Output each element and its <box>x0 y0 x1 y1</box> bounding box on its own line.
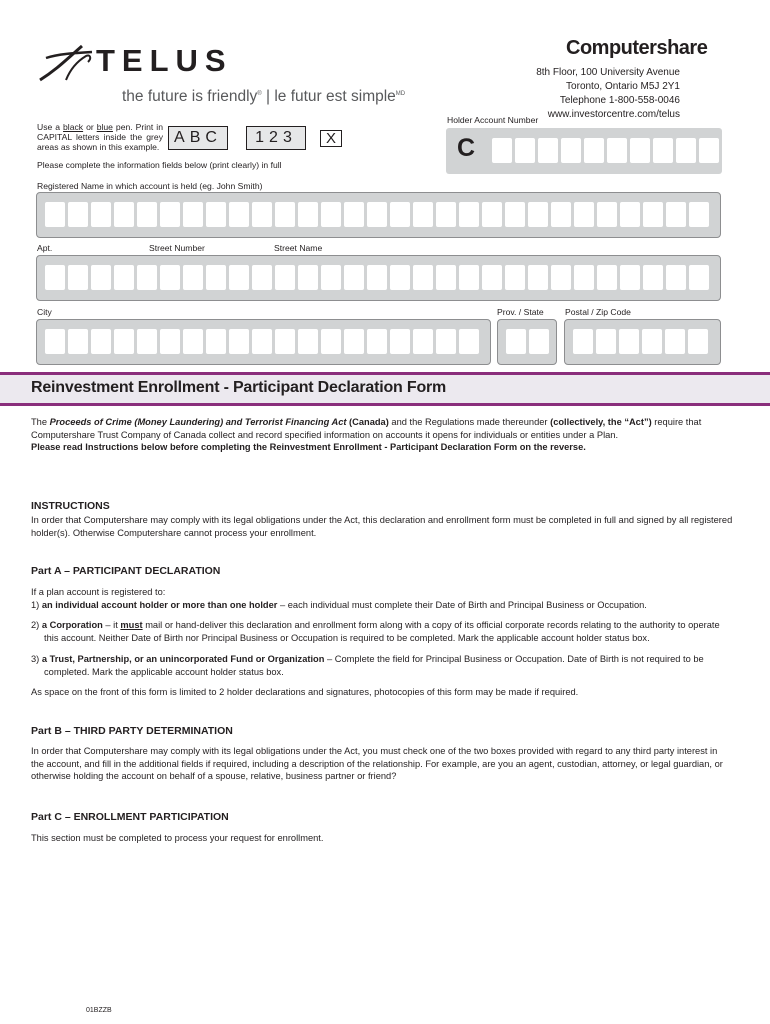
input-cell[interactable] <box>252 329 272 354</box>
city-cells <box>45 329 479 354</box>
address-line: www.investorcentre.com/telus <box>547 109 680 120</box>
postal-field[interactable] <box>564 319 721 365</box>
input-cell[interactable] <box>619 329 639 354</box>
input-cell[interactable] <box>114 202 134 227</box>
input-cell[interactable] <box>114 329 134 354</box>
tagline-separator: | <box>261 88 275 105</box>
intro-text: require that Computershare Trust Company of Canada collect and record specified information on accounts it opens for individuals or entities under a Plan. <box>31 417 702 440</box>
input-cell[interactable] <box>298 202 318 227</box>
holder-account-prefix: C <box>457 134 476 162</box>
input-cell[interactable] <box>699 138 719 163</box>
input-cell[interactable] <box>459 202 479 227</box>
input-cell[interactable] <box>561 138 581 163</box>
prov-label: Prov. / State <box>497 307 544 317</box>
input-cell[interactable] <box>620 202 640 227</box>
input-cell[interactable] <box>160 202 180 227</box>
input-cell[interactable] <box>45 265 65 290</box>
input-cell[interactable] <box>206 202 226 227</box>
input-cell[interactable] <box>367 329 387 354</box>
input-cell[interactable] <box>584 138 604 163</box>
input-cell[interactable] <box>183 329 203 354</box>
input-cell[interactable] <box>298 265 318 290</box>
item-text: mail or hand-deliver this declaration and enrollment form along with a copy of its official corporate records relating to the authority to operate this account. Neither Date of Birth nor Principal Business or Occupation is required to be completed. Mark the applicable account holder status box. <box>44 620 720 643</box>
address-field[interactable] <box>36 255 721 301</box>
input-cell[interactable] <box>597 265 617 290</box>
input-cell[interactable] <box>68 265 88 290</box>
input-cell[interactable] <box>229 265 249 290</box>
input-cell[interactable] <box>538 138 558 163</box>
intro-collectively: (collectively, the “Act”) <box>550 417 652 427</box>
holder-account-label: Holder Account Number <box>447 115 539 125</box>
input-cell[interactable] <box>321 202 341 227</box>
input-cell[interactable] <box>413 329 433 354</box>
part-a-item-3 <box>31 653 731 678</box>
input-cell[interactable] <box>137 265 157 290</box>
input-cell[interactable] <box>688 329 708 354</box>
input-cell[interactable] <box>344 202 364 227</box>
registered-name-cells <box>45 202 709 227</box>
input-cell[interactable] <box>665 329 685 354</box>
input-cell[interactable] <box>344 329 364 354</box>
input-cell[interactable] <box>367 265 387 290</box>
input-cell[interactable] <box>275 265 295 290</box>
item-number: 3) <box>31 654 42 664</box>
input-cell[interactable] <box>492 138 512 163</box>
sample-letters-box: ABC <box>168 126 228 150</box>
part-a-heading: Part A – PARTICIPANT DECLARATION <box>31 565 221 577</box>
input-cell[interactable] <box>91 265 111 290</box>
part-a-item-1 <box>31 599 731 612</box>
pen-instr-blue: blue <box>96 122 113 132</box>
sample-numbers-box: 123 <box>246 126 306 150</box>
address-cells <box>45 265 709 290</box>
form-code: 01BZZB <box>86 1007 112 1014</box>
input-cell[interactable] <box>413 265 433 290</box>
input-cell[interactable] <box>390 329 410 354</box>
input-cell[interactable] <box>367 202 387 227</box>
item-number: 1) <box>31 600 42 610</box>
part-b-text: In order that Computershare may comply with its legal obligations under the Act, you must check one of the two boxes provided with regard to any third party interest in the account, and fill in the additional fields if required, including a description of the relationship. For example, are you an agent, custodian, attorney, or legal guardian, or otherwise holding the account on behalf of a spouse, relative, business partner or friend? <box>31 746 723 782</box>
input-cell[interactable] <box>653 138 673 163</box>
input-cell[interactable] <box>390 202 410 227</box>
postal-cells <box>573 329 708 354</box>
complete-note: Please complete the information fields below (print clearly) in full <box>37 160 282 170</box>
pen-instr-or: or <box>83 122 97 132</box>
input-cell[interactable] <box>413 202 433 227</box>
input-cell[interactable] <box>45 329 65 354</box>
input-cell[interactable] <box>160 265 180 290</box>
input-cell[interactable] <box>344 265 364 290</box>
holder-account-field[interactable] <box>446 128 722 174</box>
postal-label: Postal / Zip Code <box>565 307 631 317</box>
input-cell[interactable] <box>206 265 226 290</box>
intro-read-instructions: Please read Instructions below before completing the Reinvestment Enrollment - Participant Declaration Form on the reverse. <box>31 442 586 453</box>
form-title: Reinvestment Enrollment - Participant Declaration Form <box>31 379 447 396</box>
pen-instr-prefix: Use a <box>37 122 64 132</box>
part-c-heading: Part C – ENROLLMENT PARTICIPATION <box>31 811 229 823</box>
tagline <box>122 88 405 106</box>
input-cell[interactable] <box>137 202 157 227</box>
input-cell[interactable] <box>321 265 341 290</box>
input-cell[interactable] <box>689 265 709 290</box>
input-cell[interactable] <box>528 265 548 290</box>
input-cell[interactable] <box>68 329 88 354</box>
input-cell[interactable] <box>436 329 456 354</box>
sample-checkbox-mark: X <box>320 130 342 147</box>
input-cell[interactable] <box>551 265 571 290</box>
input-cell[interactable] <box>114 265 134 290</box>
input-cell[interactable] <box>229 329 249 354</box>
computershare-address <box>536 66 680 122</box>
intro-text: The <box>31 417 50 427</box>
address-line: 8th Floor, 100 University Avenue <box>536 67 680 78</box>
input-cell[interactable] <box>183 265 203 290</box>
input-cell[interactable] <box>298 329 318 354</box>
input-cell[interactable] <box>206 329 226 354</box>
item-number: 2) <box>31 620 42 630</box>
input-cell[interactable] <box>68 202 88 227</box>
item-text: – each individual must complete their Date of Birth and Principal Business or Occupation. <box>277 600 647 610</box>
input-cell[interactable] <box>528 202 548 227</box>
input-cell[interactable] <box>551 202 571 227</box>
input-cell[interactable] <box>515 138 535 163</box>
input-cell[interactable] <box>436 265 456 290</box>
part-b-heading: Part B – THIRD PARTY DETERMINATION <box>31 725 233 737</box>
part-a-note: As space on the front of this form is limited to 2 holder declarations and signatures, photocopies of this form may be made if required. <box>31 687 579 697</box>
input-cell[interactable] <box>666 265 686 290</box>
registered-name-field[interactable] <box>36 192 721 238</box>
input-cell[interactable] <box>482 202 502 227</box>
tagline-mark-en: ® <box>257 90 262 97</box>
intro-act-name: Proceeds of Crime (Money Laundering) and Terrorist Financing Act <box>49 417 347 427</box>
input-cell[interactable] <box>91 202 111 227</box>
intro-paragraph <box>31 416 731 454</box>
prov-cells <box>506 329 549 354</box>
holder-account-cells <box>492 138 719 163</box>
input-cell[interactable] <box>643 265 663 290</box>
input-cell[interactable] <box>596 329 616 354</box>
input-cell[interactable] <box>666 202 686 227</box>
tagline-fr: le futur est simple <box>274 88 396 105</box>
input-cell[interactable] <box>252 265 272 290</box>
pen-instructions <box>37 122 163 152</box>
item-bold: a Corporation <box>41 620 103 630</box>
input-cell[interactable] <box>607 138 627 163</box>
input-cell[interactable] <box>229 202 249 227</box>
input-cell[interactable] <box>252 202 272 227</box>
part-a-item-2 <box>31 619 731 644</box>
city-field[interactable] <box>36 319 491 365</box>
input-cell[interactable] <box>160 329 180 354</box>
instructions-heading: INSTRUCTIONS <box>31 500 110 512</box>
input-cell[interactable] <box>91 329 111 354</box>
tagline-en: the future is friendly <box>122 88 258 105</box>
pen-instr-black: black <box>63 122 84 132</box>
item-bold: a Trust, Partnership, or an unincorporated Fund or Organization <box>41 654 325 664</box>
pen-instr-suffix: pen. Print in CAPITAL letters inside the grey areas as shown in this example. <box>37 122 163 152</box>
input-cell[interactable] <box>574 265 594 290</box>
input-cell[interactable] <box>436 202 456 227</box>
telus-wordmark: TELUS <box>96 43 233 78</box>
input-cell[interactable] <box>482 265 502 290</box>
registered-name-label: Registered Name in which account is held (eg. John Smith) <box>37 181 263 191</box>
input-cell[interactable] <box>390 265 410 290</box>
input-cell[interactable] <box>676 138 696 163</box>
instructions-text: In order that Computershare may comply with its legal obligations under the Act, this declaration and enrollment form must be completed in full and signed by all registered holder(s). Otherwise Computershare cannot process your enrollment. <box>31 515 733 538</box>
address-line: Toronto, Ontario M5J 2Y1 <box>566 81 680 92</box>
input-cell[interactable] <box>321 329 341 354</box>
item-text: – it <box>102 620 121 630</box>
input-cell[interactable] <box>620 265 640 290</box>
input-cell[interactable] <box>642 329 662 354</box>
street-number-label: Street Number <box>149 243 205 253</box>
city-label: City <box>37 307 52 317</box>
computershare-wordmark: Computershare <box>566 37 708 59</box>
input-cell[interactable] <box>459 265 479 290</box>
input-cell[interactable] <box>137 329 157 354</box>
telus-logo-stroke-3 <box>66 55 90 80</box>
input-cell[interactable] <box>183 202 203 227</box>
input-cell[interactable] <box>529 329 549 354</box>
part-c-text: This section must be completed to process your request for enrollment. <box>31 833 324 843</box>
input-cell[interactable] <box>689 202 709 227</box>
input-cell[interactable] <box>505 265 525 290</box>
prov-field[interactable] <box>497 319 557 365</box>
apt-label: Apt. <box>37 243 53 253</box>
input-cell[interactable] <box>459 329 479 354</box>
item-bold: an individual account holder or more than one holder <box>41 600 278 610</box>
input-cell[interactable] <box>573 329 593 354</box>
tagline-mark-fr: MD <box>395 90 406 97</box>
address-line: Telephone 1-800-558-0046 <box>559 95 680 106</box>
intro-text: and the Regulations made thereunder <box>388 417 551 427</box>
item-must: must <box>120 620 143 630</box>
input-cell[interactable] <box>275 329 295 354</box>
street-name-label: Street Name <box>274 243 323 253</box>
input-cell[interactable] <box>574 202 594 227</box>
input-cell[interactable] <box>643 202 663 227</box>
item-text: – Complete the field for Principal Business or Occupation. Date of Birth is not required to be completed. Mark the applicable account holder status box. <box>44 654 704 677</box>
intro-canada: (Canada) <box>346 417 389 427</box>
input-cell[interactable] <box>506 329 526 354</box>
input-cell[interactable] <box>630 138 650 163</box>
input-cell[interactable] <box>45 202 65 227</box>
input-cell[interactable] <box>275 202 295 227</box>
input-cell[interactable] <box>505 202 525 227</box>
part-a-intro: If a plan account is registered to: <box>31 587 166 597</box>
input-cell[interactable] <box>597 202 617 227</box>
